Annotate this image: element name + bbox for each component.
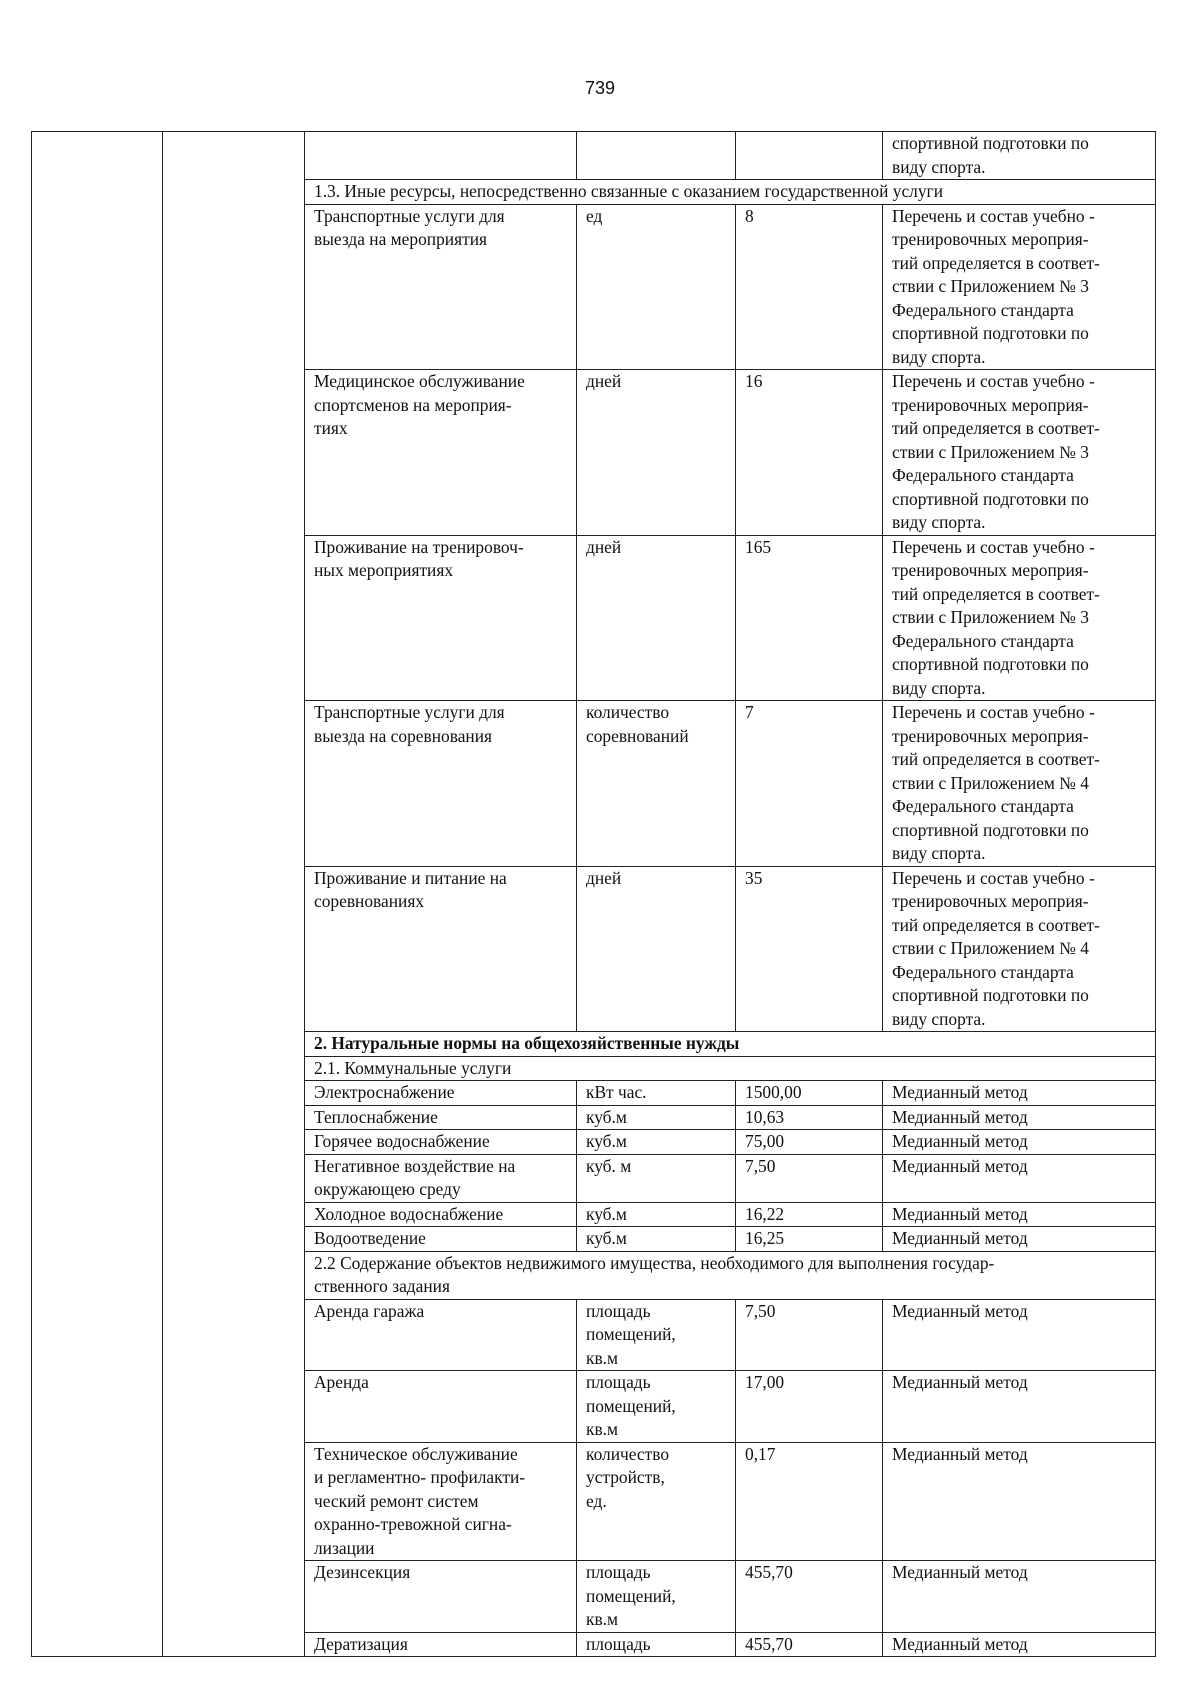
name-cell: Горячее водоснабжение <box>305 1130 577 1155</box>
note-cell: Перечень и состав учебно - тренировочных мероприя- тий определяется в соответ- ствии с Приложением № 3 Федерального стандарта спортивной подготовки по виду спорта. <box>883 370 1156 536</box>
name-cell: Водоотведение <box>305 1227 577 1252</box>
value-cell: 165 <box>736 535 883 701</box>
outer-column-2 <box>163 132 305 1657</box>
norms-table <box>31 131 1156 1657</box>
value-cell: 455,70 <box>736 1632 883 1657</box>
note-cell: Медианный метод <box>883 1105 1156 1130</box>
note-cell: Медианный метод <box>883 1130 1156 1155</box>
unit-cell: ед <box>577 204 736 370</box>
note-cell: Перечень и состав учебно - тренировочных мероприя- тий определяется в соответ- ствии с Приложением № 3 Федерального стандарта спортивной подготовки по виду спорта. <box>883 204 1156 370</box>
note-cell: Медианный метод <box>883 1561 1156 1633</box>
name-cell: Транспортные услуги для выезда на мероприятия <box>305 204 577 370</box>
note-cell: Медианный метод <box>883 1202 1156 1227</box>
note-cell: Медианный метод <box>883 1154 1156 1202</box>
unit-cell: куб.м <box>577 1130 736 1155</box>
unit-cell: площадь помещений, кв.м <box>577 1561 736 1633</box>
note-cell: Медианный метод <box>883 1442 1156 1561</box>
page-number: 739 <box>584 78 616 98</box>
value-cell: 7,50 <box>736 1154 883 1202</box>
unit-cell <box>577 132 736 180</box>
subsection-heading: 1.3. Иные ресурсы, непосредственно связанные с оказанием государственной услуги <box>305 180 1156 205</box>
unit-cell: площадь помещений, кв.м <box>577 1299 736 1371</box>
note-cell: спортивной подготовки по виду спорта. <box>883 132 1156 180</box>
table-row-continued <box>32 132 1156 180</box>
value-cell: 35 <box>736 866 883 1032</box>
value-cell: 0,17 <box>736 1442 883 1561</box>
note-cell: Перечень и состав учебно - тренировочных мероприя- тий определяется в соответ- ствии с Приложением № 3 Федерального стандарта спортивной подготовки по виду спорта. <box>883 535 1156 701</box>
name-cell: Аренда <box>305 1371 577 1443</box>
name-cell: Медицинское обслуживание спортсменов на мероприя- тиях <box>305 370 577 536</box>
value-cell: 1500,00 <box>736 1081 883 1106</box>
unit-cell: кВт час. <box>577 1081 736 1106</box>
value-cell: 8 <box>736 204 883 370</box>
name-cell: Проживание и питание на соревнованиях <box>305 866 577 1032</box>
note-cell: Медианный метод <box>883 1632 1156 1657</box>
value-cell <box>736 132 883 180</box>
name-cell: Холодное водоснабжение <box>305 1202 577 1227</box>
name-cell: Аренда гаража <box>305 1299 577 1371</box>
outer-column-1 <box>32 132 163 1657</box>
value-cell: 7,50 <box>736 1299 883 1371</box>
note-cell: Медианный метод <box>883 1227 1156 1252</box>
unit-cell: куб. м <box>577 1154 736 1202</box>
value-cell: 16,25 <box>736 1227 883 1252</box>
unit-cell: количество устройств, ед. <box>577 1442 736 1561</box>
value-cell: 16,22 <box>736 1202 883 1227</box>
subsection-heading: 2.2 Содержание объектов недвижимого имущества, необходимого для выполнения государ- ственного задания <box>305 1251 1156 1299</box>
note-cell: Перечень и состав учебно - тренировочных мероприя- тий определяется в соответ- ствии с Приложением № 4 Федерального стандарта спортивной подготовки по виду спорта. <box>883 701 1156 867</box>
name-cell: Техническое обслуживание и регламентно- профилакти- ческий ремонт систем охранно-тревожной сигна- лизации <box>305 1442 577 1561</box>
unit-cell: дней <box>577 866 736 1032</box>
note-cell: Перечень и состав учебно - тренировочных мероприя- тий определяется в соответ- ствии с Приложением № 4 Федерального стандарта спортивной подготовки по виду спорта. <box>883 866 1156 1032</box>
name-cell: Дезинсекция <box>305 1561 577 1633</box>
subsection-heading: 2.1. Коммунальные услуги <box>305 1056 1156 1081</box>
note-cell: Медианный метод <box>883 1081 1156 1106</box>
value-cell: 17,00 <box>736 1371 883 1443</box>
unit-cell: куб.м <box>577 1202 736 1227</box>
name-cell: Транспортные услуги для выезда на соревнования <box>305 701 577 867</box>
unit-cell: куб.м <box>577 1227 736 1252</box>
value-cell: 10,63 <box>736 1105 883 1130</box>
value-cell: 75,00 <box>736 1130 883 1155</box>
name-cell: Электроснабжение <box>305 1081 577 1106</box>
value-cell: 455,70 <box>736 1561 883 1633</box>
unit-cell: куб.м <box>577 1105 736 1130</box>
name-cell <box>305 132 577 180</box>
note-cell: Медианный метод <box>883 1299 1156 1371</box>
name-cell: Негативное воздействие на окружающею среду <box>305 1154 577 1202</box>
unit-cell: количество соревнований <box>577 701 736 867</box>
unit-cell: площадь <box>577 1632 736 1657</box>
name-cell: Проживание на тренировоч- ных мероприятиях <box>305 535 577 701</box>
value-cell: 7 <box>736 701 883 867</box>
name-cell: Теплоснабжение <box>305 1105 577 1130</box>
name-cell: Дератизация <box>305 1632 577 1657</box>
value-cell: 16 <box>736 370 883 536</box>
note-cell: Медианный метод <box>883 1371 1156 1443</box>
unit-cell: дней <box>577 370 736 536</box>
section-heading: 2. Натуральные нормы на общехозяйственные нужды <box>305 1032 1156 1057</box>
unit-cell: дней <box>577 535 736 701</box>
unit-cell: площадь помещений, кв.м <box>577 1371 736 1443</box>
